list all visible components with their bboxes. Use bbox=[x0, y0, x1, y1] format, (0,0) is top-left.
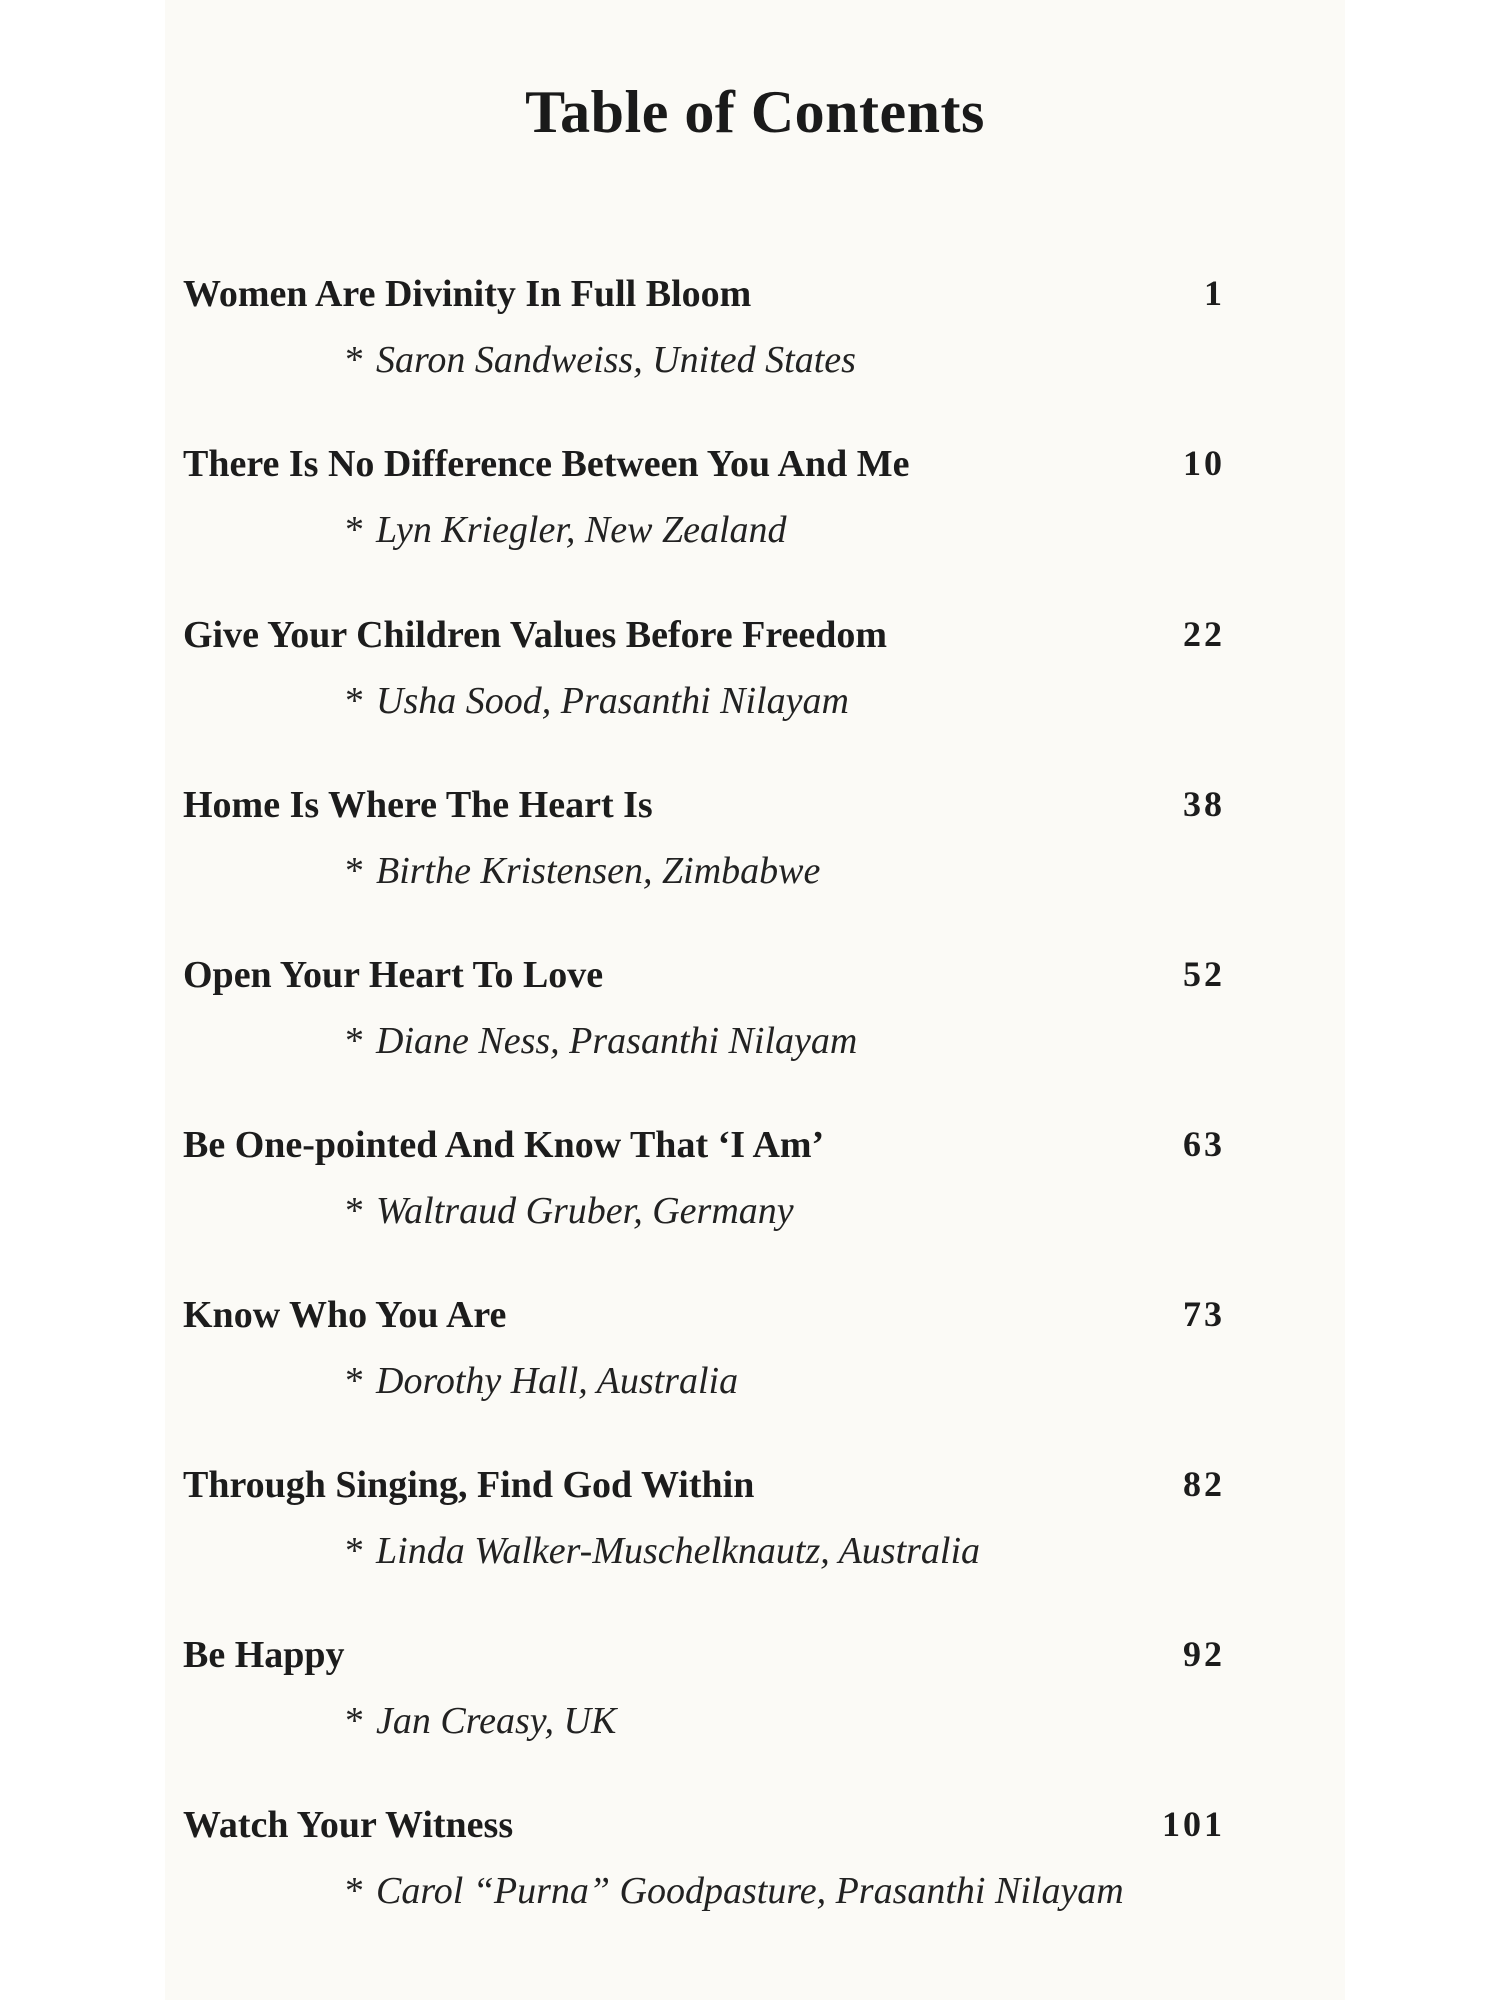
toc-entry-author bbox=[345, 1699, 616, 1743]
toc-entry-author bbox=[345, 1529, 980, 1573]
toc-entry-author bbox=[345, 1869, 1124, 1913]
toc-entry-author-name: Waltraud Gruber, Germany bbox=[376, 1190, 794, 1232]
toc-entry-page: 22 bbox=[1183, 614, 1225, 654]
toc-entry-page: 38 bbox=[1183, 784, 1225, 824]
toc-entry-page: 82 bbox=[1183, 1464, 1225, 1504]
toc-entry-author-name: Saron Sandweiss, United States bbox=[376, 339, 856, 381]
toc-entry-author bbox=[345, 849, 820, 893]
toc-entry-title: Know Who You Are bbox=[183, 1294, 507, 1336]
toc-entry-title: Be Happy bbox=[183, 1634, 345, 1676]
toc-entry-page: 10 bbox=[1183, 443, 1225, 483]
toc-entry-author bbox=[345, 1019, 857, 1063]
toc-entry-author bbox=[345, 679, 849, 723]
bullet-asterisk: * bbox=[345, 850, 364, 892]
toc-entry-author-name: Lyn Kriegler, New Zealand bbox=[376, 509, 787, 551]
bullet-asterisk: * bbox=[345, 1870, 364, 1912]
bullet-asterisk: * bbox=[345, 1530, 364, 1572]
toc-entry-page: 63 bbox=[1183, 1124, 1225, 1164]
toc-entry-title: Women Are Divinity In Full Bloom bbox=[183, 273, 752, 315]
toc-entry-page: 1 bbox=[1204, 273, 1225, 313]
toc-entry-author-name: Birthe Kristensen, Zimbabwe bbox=[376, 850, 821, 892]
toc-entry-title: Through Singing, Find God Within bbox=[183, 1464, 755, 1506]
toc-entry-page: 73 bbox=[1183, 1294, 1225, 1334]
toc-entry-author-name: Dorothy Hall, Australia bbox=[376, 1360, 739, 1402]
bullet-asterisk: * bbox=[345, 1360, 364, 1402]
page-title: Table of Contents bbox=[525, 79, 985, 145]
bullet-asterisk: * bbox=[345, 1020, 364, 1062]
toc-entry-author-name: Diane Ness, Prasanthi Nilayam bbox=[376, 1020, 858, 1062]
toc-entry-author-name: Linda Walker-Muschelknautz, Australia bbox=[376, 1530, 981, 1572]
bullet-asterisk: * bbox=[345, 680, 364, 722]
toc-entry-title: Home Is Where The Heart Is bbox=[183, 784, 653, 826]
toc-entry-title: Open Your Heart To Love bbox=[183, 954, 604, 996]
toc-entry-author-name: Jan Creasy, UK bbox=[376, 1700, 617, 1742]
toc-entry-author-name: Carol “Purna” Goodpasture, Prasanthi Nilayam bbox=[376, 1870, 1124, 1912]
toc-entry-author-name: Usha Sood, Prasanthi Nilayam bbox=[376, 680, 849, 722]
toc-entry-author bbox=[345, 1189, 794, 1233]
toc-entry-page: 92 bbox=[1183, 1634, 1225, 1674]
toc-entry-title: Be One-pointed And Know That ‘I Am’ bbox=[183, 1124, 825, 1166]
toc-entry-page: 101 bbox=[1162, 1804, 1225, 1844]
toc-entry-author bbox=[345, 1359, 738, 1403]
toc-entry-title: Watch Your Witness bbox=[183, 1804, 514, 1846]
toc-entry-page: 52 bbox=[1183, 954, 1225, 994]
book-page bbox=[165, 0, 1345, 2000]
toc-entry-title: Give Your Children Values Before Freedom bbox=[183, 614, 888, 656]
bullet-asterisk: * bbox=[345, 339, 364, 381]
bullet-asterisk: * bbox=[345, 1190, 364, 1232]
toc-entry-title: There Is No Difference Between You And Me bbox=[183, 443, 910, 485]
toc-entry-author bbox=[345, 338, 856, 382]
toc-entry-author bbox=[345, 508, 787, 552]
bullet-asterisk: * bbox=[345, 1700, 364, 1742]
bullet-asterisk: * bbox=[345, 509, 364, 551]
